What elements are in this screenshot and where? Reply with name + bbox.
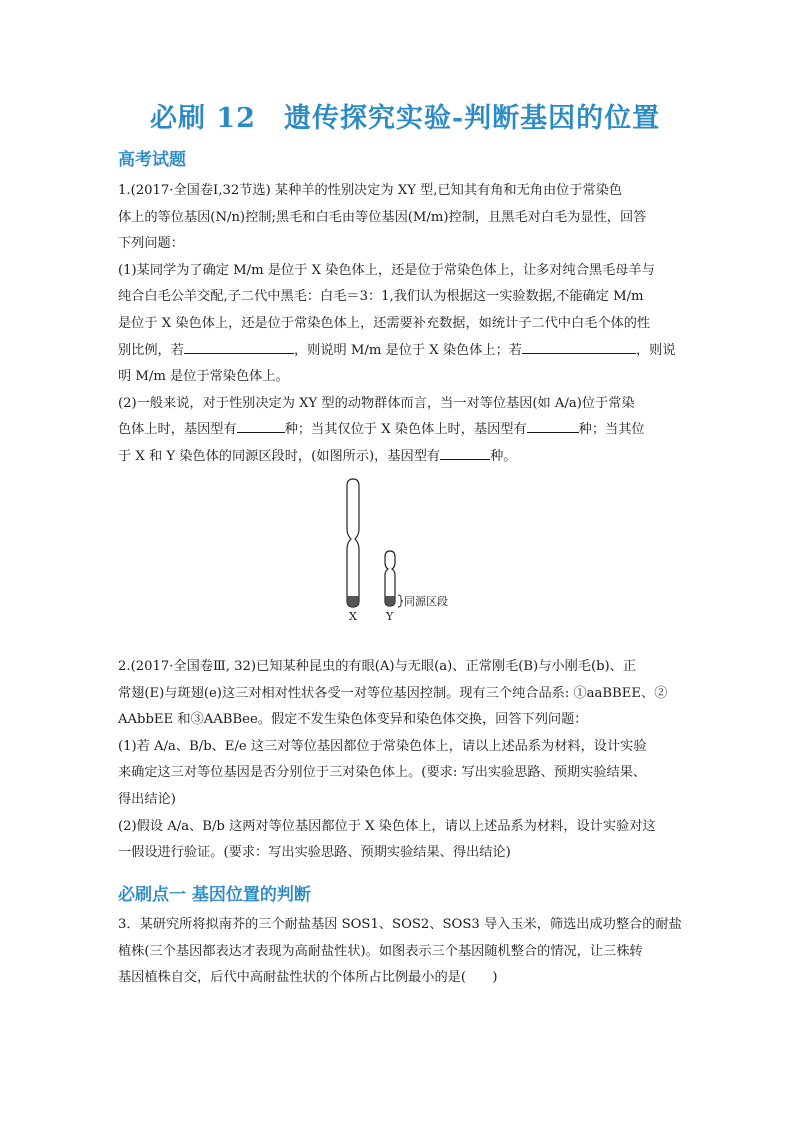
q1-part1-line-4 bbox=[118, 338, 684, 365]
q2-line-3: AAbbEE 和③AABBee。假定不发生染色体变异和染色体交换，回答下列问题： bbox=[118, 712, 588, 728]
question-2 bbox=[118, 654, 684, 867]
q1-text: ，则说明 M/m 是位于 X 染色体上；若 bbox=[293, 342, 522, 358]
y-homologous-segment bbox=[386, 596, 395, 605]
answer-blank[interactable] bbox=[237, 418, 285, 433]
question-3 bbox=[118, 912, 684, 992]
q2-line-1: 2.(2017·全国卷Ⅲ, 32)已知某种昆虫的有眼(A)与无眼(a)、正常刚毛(B)与小刚毛(b)、正 bbox=[118, 659, 637, 674]
q2-line-2: 常翅(E)与斑翅(e)这三对相对性状各受一对等位基因控制。现有三个纯合品系: ①aaBBEE、② bbox=[118, 685, 668, 701]
q1-text: 种；当其仅位于 X 染色体上时，基因型有 bbox=[284, 422, 527, 438]
q2-line-8: 一假设进行验证。(要求：写出实验思路、预期实验结果、得出结论) bbox=[118, 845, 511, 861]
section-heading-exam: 高考试题 bbox=[118, 150, 186, 170]
q3-line-3: 基因植株自交，后代中高耐盐性状的个体所占比例最小的是( ) bbox=[118, 970, 498, 986]
x-chromosome bbox=[347, 479, 359, 607]
region-bracket bbox=[398, 595, 403, 607]
x-chromosome-label: X bbox=[349, 610, 357, 623]
q2-line-7: (2)假设 A/a、B/b 这两对等位基因都位于 X 染色体上，请以上述品系为材料，设计实验对这 bbox=[118, 818, 656, 834]
section-heading-point1: 必刷点一 基因位置的判断 bbox=[118, 885, 311, 905]
q1-part1-line-2: 纯合白毛公羊交配,子二代中黑毛：白毛＝3：1,我们认为根据这一实验数据,不能确定 M/m bbox=[118, 289, 644, 305]
q1-part1-line-5: 明 M/m 是位于常染色体上。 bbox=[118, 369, 289, 385]
q1-text: 色体上时，基因型有 bbox=[118, 422, 237, 438]
answer-blank[interactable] bbox=[522, 339, 636, 354]
page-title: 必刷 12 遗传探究实验-判断基因的位置 bbox=[150, 103, 661, 134]
q1-part2-line-2 bbox=[118, 417, 684, 444]
answer-blank[interactable] bbox=[440, 445, 490, 460]
q3-line-1: 3．某研究所将拟南芥的三个耐盐基因 SOS1、SOS2、SOS3 导入玉米，筛选出成功整合的耐盐 bbox=[118, 917, 682, 932]
q1-line-1: 1.(2017·全国卷Ⅰ,32节选) 某种羊的性别决定为 XY 型,已知其有角和无角由位于常染色 bbox=[118, 183, 623, 198]
q1-text: 种；当其位 bbox=[578, 422, 645, 438]
x-homologous-segment bbox=[348, 596, 359, 606]
q2-line-6: 得出结论) bbox=[118, 791, 176, 807]
xy-chromosome-figure bbox=[320, 477, 480, 627]
answer-blank[interactable] bbox=[184, 339, 294, 354]
q2-line-5: 来确定这三对等位基因是否分别位于三对染色体上。(要求: 写出实验思路、预期实验结果、 bbox=[118, 765, 647, 781]
q1-line-3: 下列问题： bbox=[118, 236, 184, 252]
chromosome-diagram bbox=[320, 477, 480, 627]
question-1 bbox=[118, 178, 684, 471]
q1-part2-line-1: (2)一般来说，对于性别决定为 XY 型的动物群体而言，当一对等位基因(如 A/a)位于常染 bbox=[118, 395, 635, 411]
y-chromosome-label: Y bbox=[386, 610, 394, 623]
q1-text: 别比例，若 bbox=[118, 342, 184, 358]
q1-text: 于 X 和 Y 染色体的同源区段时，(如图所示)，基因型有 bbox=[118, 448, 441, 464]
q1-part1-line-3: 是位于 X 染色体上，还是位于常染色体上，还需要补充数据，如统计子二代中白毛个体的性 bbox=[118, 315, 651, 331]
q1-text: 种。 bbox=[490, 448, 517, 464]
q2-line-4: (1)若 A/a、B/b、E/e 这三对等位基因都位于常染色体上，请以上述品系为材料，设计实验 bbox=[118, 738, 647, 754]
answer-blank[interactable] bbox=[527, 418, 579, 433]
q3-line-2: 植株(三个基因都表达才表现为高耐盐性状)。如图表示三个基因随机整合的情况，让三株转 bbox=[118, 943, 643, 959]
q1-text: ，则说 bbox=[635, 342, 676, 358]
homologous-region-label: 同源区段 bbox=[404, 595, 448, 608]
q1-line-2: 体上的等位基因(N/n)控制;黑毛和白毛由等位基因(M/m)控制，且黑毛对白毛为显性，回答 bbox=[118, 209, 647, 225]
q1-part1-line-1: (1)某同学为了确定 M/m 是位于 X 染色体上，还是位于常染色体上，让多对纯合黑毛母羊与 bbox=[118, 262, 655, 278]
q1-part2-line-3 bbox=[118, 444, 684, 471]
